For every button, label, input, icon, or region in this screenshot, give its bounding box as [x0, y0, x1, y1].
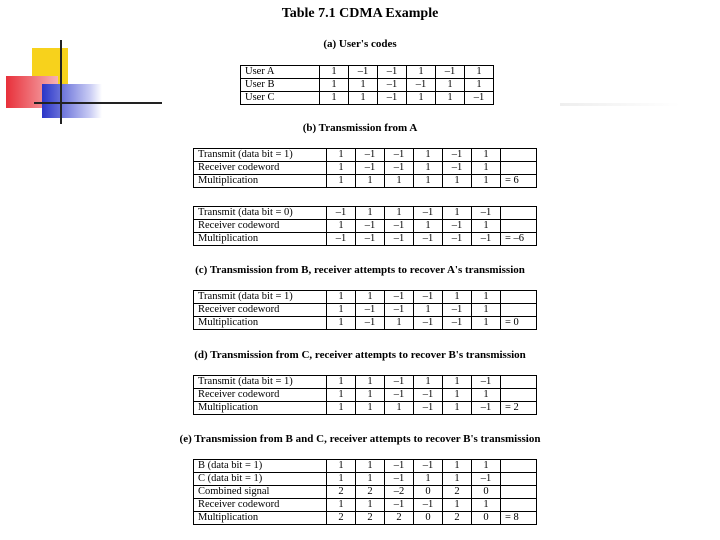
- chip-value-cell: –1: [385, 473, 414, 486]
- chip-value-cell: 1: [472, 460, 501, 473]
- chip-value-cell: 1: [327, 376, 356, 389]
- chip-value-cell: 1: [327, 291, 356, 304]
- chip-value-cell: –1: [472, 376, 501, 389]
- chip-value-cell: –1: [356, 149, 385, 162]
- chip-value-cell: –1: [414, 317, 443, 330]
- chip-value-cell: –1: [414, 499, 443, 512]
- row-label: Transmit (data bit = 0): [194, 207, 327, 220]
- chip-value-cell: 1: [443, 175, 472, 188]
- chip-value-cell: –1: [407, 79, 436, 92]
- row-label: Receiver codeword: [194, 499, 327, 512]
- chip-value-cell: 2: [385, 512, 414, 525]
- chip-value-cell: –1: [378, 79, 407, 92]
- transmission-b-recover-a-table: [193, 290, 537, 330]
- row-label: Receiver codeword: [194, 220, 327, 233]
- chip-value-cell: 1: [356, 473, 385, 486]
- chip-value-cell: 1: [356, 389, 385, 402]
- chip-value-cell: 1: [327, 317, 356, 330]
- row-label: C (data bit = 1): [194, 473, 327, 486]
- chip-value-cell: 1: [443, 207, 472, 220]
- transmission-a-bit0-table: [193, 206, 537, 246]
- chip-value-cell: 1: [320, 66, 349, 79]
- chip-value-cell: 1: [349, 92, 378, 105]
- chip-value-cell: –1: [414, 291, 443, 304]
- row-label: Multiplication: [194, 175, 327, 188]
- chip-value-cell: 1: [327, 175, 356, 188]
- chip-value-cell: 1: [443, 291, 472, 304]
- section-c-heading: (c) Transmission from B, receiver attempts to recover A's transmission: [195, 264, 525, 276]
- chip-value-cell: –1: [414, 402, 443, 415]
- chip-value-cell: 2: [356, 512, 385, 525]
- chip-value-cell: 1: [356, 291, 385, 304]
- transmission-a-bit1-table: [193, 148, 537, 188]
- chip-value-cell: 1: [327, 460, 356, 473]
- chip-value-cell: 1: [327, 149, 356, 162]
- chip-value-cell: 2: [443, 512, 472, 525]
- chip-value-cell: –1: [327, 207, 356, 220]
- chip-value-cell: 1: [385, 317, 414, 330]
- row-label: User B: [241, 79, 320, 92]
- chip-value-cell: 1: [385, 207, 414, 220]
- result-cell: [501, 291, 537, 304]
- table-row: [194, 376, 537, 389]
- chip-value-cell: 1: [356, 207, 385, 220]
- section-d-heading: (d) Transmission from C, receiver attempts to recover B's transmission: [194, 349, 526, 361]
- table-row: [194, 233, 537, 246]
- table-row: [241, 92, 494, 105]
- chip-value-cell: 1: [414, 376, 443, 389]
- result-cell: = 8: [501, 512, 537, 525]
- chip-value-cell: 1: [327, 389, 356, 402]
- row-label: Multiplication: [194, 233, 327, 246]
- deco-blue-gradient: [42, 84, 102, 118]
- chip-value-cell: 1: [443, 389, 472, 402]
- result-cell: [501, 499, 537, 512]
- chip-value-cell: 1: [320, 92, 349, 105]
- chip-value-cell: 1: [414, 162, 443, 175]
- chip-value-cell: 2: [443, 486, 472, 499]
- chip-value-cell: 0: [414, 512, 443, 525]
- chip-value-cell: 1: [472, 389, 501, 402]
- chip-value-cell: –1: [356, 162, 385, 175]
- section-b-heading: (b) Transmission from A: [302, 122, 418, 134]
- result-cell: [501, 473, 537, 486]
- table-row: [194, 389, 537, 402]
- chip-value-cell: –1: [385, 376, 414, 389]
- chip-value-cell: 1: [472, 317, 501, 330]
- chip-value-cell: –1: [443, 162, 472, 175]
- chip-value-cell: 1: [443, 376, 472, 389]
- chip-value-cell: 1: [327, 304, 356, 317]
- row-label: Transmit (data bit = 1): [194, 291, 327, 304]
- chip-value-cell: –1: [385, 149, 414, 162]
- chip-value-cell: 1: [414, 175, 443, 188]
- chip-value-cell: 1: [414, 149, 443, 162]
- chip-value-cell: –1: [472, 402, 501, 415]
- result-cell: [501, 486, 537, 499]
- row-label: Multiplication: [194, 402, 327, 415]
- chip-value-cell: 1: [407, 92, 436, 105]
- deco-vertical-line: [60, 40, 62, 124]
- chip-value-cell: 1: [414, 473, 443, 486]
- chip-value-cell: 1: [385, 175, 414, 188]
- chip-value-cell: 1: [443, 402, 472, 415]
- result-cell: = 0: [501, 317, 537, 330]
- chip-value-cell: –1: [385, 389, 414, 402]
- chip-value-cell: 1: [465, 66, 494, 79]
- table-row: [194, 207, 537, 220]
- deco-horizontal-line: [34, 102, 162, 104]
- chip-value-cell: 1: [356, 460, 385, 473]
- result-cell: [501, 304, 537, 317]
- row-label: Combined signal: [194, 486, 327, 499]
- chip-value-cell: –1: [436, 66, 465, 79]
- chip-value-cell: 1: [472, 220, 501, 233]
- chip-value-cell: –1: [443, 233, 472, 246]
- chip-value-cell: 2: [327, 486, 356, 499]
- chip-value-cell: 1: [472, 175, 501, 188]
- chip-value-cell: –2: [385, 486, 414, 499]
- result-cell: [501, 376, 537, 389]
- chip-value-cell: –1: [385, 499, 414, 512]
- chip-value-cell: –1: [465, 92, 494, 105]
- chip-value-cell: –1: [378, 92, 407, 105]
- chip-value-cell: –1: [385, 220, 414, 233]
- chip-value-cell: 1: [436, 92, 465, 105]
- chip-value-cell: –1: [443, 220, 472, 233]
- table-row: [194, 149, 537, 162]
- table-row: [241, 79, 494, 92]
- chip-value-cell: –1: [472, 207, 501, 220]
- chip-value-cell: 1: [385, 402, 414, 415]
- section-a-heading: (a) User's codes: [323, 38, 397, 50]
- chip-value-cell: 1: [443, 460, 472, 473]
- chip-value-cell: 2: [356, 486, 385, 499]
- chip-value-cell: 0: [472, 512, 501, 525]
- table-row: [194, 291, 537, 304]
- result-cell: [501, 220, 537, 233]
- row-label: Receiver codeword: [194, 162, 327, 175]
- chip-value-cell: 1: [327, 473, 356, 486]
- chip-value-cell: 1: [407, 66, 436, 79]
- table-row: [194, 460, 537, 473]
- chip-value-cell: 0: [472, 486, 501, 499]
- chip-value-cell: 1: [472, 162, 501, 175]
- chip-value-cell: –1: [356, 220, 385, 233]
- chip-value-cell: 1: [443, 499, 472, 512]
- chip-value-cell: 1: [356, 175, 385, 188]
- user-codes-table: [240, 65, 494, 105]
- transmission-c-recover-b-table: [193, 375, 537, 415]
- chip-value-cell: 1: [356, 402, 385, 415]
- chip-value-cell: –1: [356, 317, 385, 330]
- chip-value-cell: 1: [320, 79, 349, 92]
- table-row: [194, 304, 537, 317]
- table-row: [194, 486, 537, 499]
- chip-value-cell: 0: [414, 486, 443, 499]
- chip-value-cell: 1: [356, 376, 385, 389]
- row-label: Multiplication: [194, 317, 327, 330]
- table-row: [241, 66, 494, 79]
- result-cell: [501, 149, 537, 162]
- chip-value-cell: 1: [472, 291, 501, 304]
- chip-value-cell: –1: [378, 66, 407, 79]
- row-label: Transmit (data bit = 1): [194, 149, 327, 162]
- row-label: B (data bit = 1): [194, 460, 327, 473]
- table-row: [194, 162, 537, 175]
- chip-value-cell: –1: [356, 304, 385, 317]
- chip-value-cell: 1: [414, 220, 443, 233]
- row-label: Multiplication: [194, 512, 327, 525]
- result-cell: [501, 460, 537, 473]
- row-label: Transmit (data bit = 1): [194, 376, 327, 389]
- section-e-heading: (e) Transmission from B and C, receiver attempts to recover B's transmission: [179, 433, 541, 445]
- chip-value-cell: –1: [443, 304, 472, 317]
- result-cell: [501, 162, 537, 175]
- result-cell: = 6: [501, 175, 537, 188]
- table-row: [194, 473, 537, 486]
- table-row: [194, 175, 537, 188]
- chip-value-cell: –1: [414, 207, 443, 220]
- row-label: Receiver codeword: [194, 389, 327, 402]
- chip-value-cell: –1: [443, 317, 472, 330]
- chip-value-cell: 1: [443, 473, 472, 486]
- result-cell: [501, 207, 537, 220]
- row-label: User A: [241, 66, 320, 79]
- table-row: [194, 402, 537, 415]
- chip-value-cell: 1: [472, 499, 501, 512]
- chip-value-cell: –1: [414, 233, 443, 246]
- chip-value-cell: –1: [472, 233, 501, 246]
- row-label: Receiver codeword: [194, 304, 327, 317]
- chip-value-cell: 1: [327, 220, 356, 233]
- table-row: [194, 512, 537, 525]
- chip-value-cell: –1: [349, 66, 378, 79]
- chip-value-cell: 1: [472, 304, 501, 317]
- chip-value-cell: –1: [472, 473, 501, 486]
- chip-value-cell: 1: [472, 149, 501, 162]
- chip-value-cell: –1: [327, 233, 356, 246]
- chip-value-cell: 2: [327, 512, 356, 525]
- chip-value-cell: 1: [327, 162, 356, 175]
- chip-value-cell: 1: [356, 499, 385, 512]
- chip-value-cell: –1: [385, 304, 414, 317]
- result-cell: = –6: [501, 233, 537, 246]
- chip-value-cell: –1: [385, 233, 414, 246]
- table-row: [194, 220, 537, 233]
- deco-faint-rule: [560, 103, 680, 106]
- chip-value-cell: 1: [414, 304, 443, 317]
- result-cell: [501, 389, 537, 402]
- chip-value-cell: –1: [414, 460, 443, 473]
- chip-value-cell: 1: [436, 79, 465, 92]
- chip-value-cell: –1: [385, 162, 414, 175]
- table-row: [194, 317, 537, 330]
- table-row: [194, 499, 537, 512]
- chip-value-cell: 1: [349, 79, 378, 92]
- page-title: Table 7.1 CDMA Example: [281, 6, 439, 21]
- chip-value-cell: –1: [385, 460, 414, 473]
- chip-value-cell: –1: [443, 149, 472, 162]
- result-cell: = 2: [501, 402, 537, 415]
- row-label: User C: [241, 92, 320, 105]
- chip-value-cell: 1: [465, 79, 494, 92]
- chip-value-cell: –1: [385, 291, 414, 304]
- transmission-bc-recover-b-table: [193, 459, 537, 525]
- chip-value-cell: –1: [356, 233, 385, 246]
- chip-value-cell: –1: [414, 389, 443, 402]
- chip-value-cell: 1: [327, 499, 356, 512]
- chip-value-cell: 1: [327, 402, 356, 415]
